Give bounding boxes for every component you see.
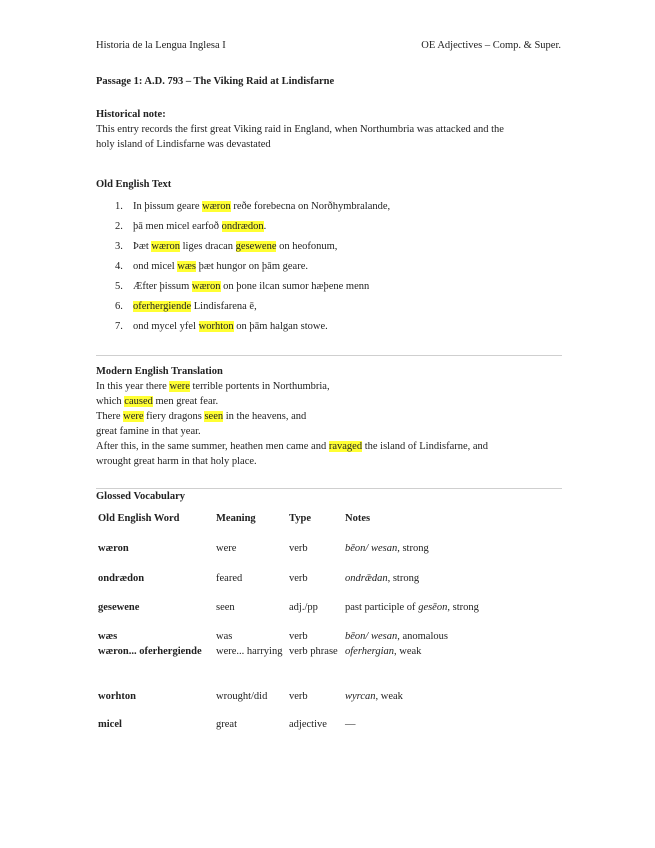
oe-line: 6. oferhergiende Lindisfarena ē, xyxy=(115,299,390,319)
oe-line: 4. ond micel wæs þæt hungor on þām geare. xyxy=(115,259,390,279)
highlight: wæs xyxy=(177,261,197,272)
col-header: Old English Word xyxy=(98,513,180,524)
passage-title: Passage 1: A.D. 793 – The Viking Raid at Lindisfarne xyxy=(96,76,335,87)
historical-note-heading: Historical note: xyxy=(96,109,166,120)
line-number: 5. xyxy=(115,281,123,292)
line-number: 4. xyxy=(115,261,123,272)
historical-note xyxy=(96,107,556,152)
line-number: 2. xyxy=(115,221,123,232)
table-row: wæron were verb bēon/ wesan, strong xyxy=(98,543,429,554)
header-course-title: Historia de la Lengua Inglesa I xyxy=(96,40,226,51)
highlight: oferhergiende xyxy=(133,301,192,312)
line-number: 3. xyxy=(115,241,123,252)
oe-line: 5. Æfter þissum wæron on þone ilcan sumor hæþene menn xyxy=(115,279,390,299)
line-number: 6. xyxy=(115,301,123,312)
line-number: 1. xyxy=(115,201,123,212)
highlight: worhton xyxy=(198,321,234,332)
highlight: gesewene xyxy=(235,241,277,252)
table-row: wæs was verb bēon/ wesan, anomalous xyxy=(98,631,448,642)
highlight: ondrædon xyxy=(221,221,264,232)
line-number: 7. xyxy=(115,321,123,332)
vocab-heading: Glossed Vocabulary xyxy=(96,491,185,502)
translation xyxy=(96,364,556,469)
table-row: micel great adjective — xyxy=(98,719,356,730)
highlight: wæron xyxy=(191,281,221,292)
translation-line: wrought great harm in that holy place. xyxy=(96,456,257,467)
highlight: wæron xyxy=(151,241,180,252)
oe-text-list xyxy=(115,199,390,339)
translation-line: which caused men great fear. xyxy=(96,396,219,407)
translation-line: great famine in that year. xyxy=(96,426,201,437)
oe-text-heading: Old English Text xyxy=(96,179,172,190)
translation-line: There were fiery dragons seen in the heavens, and xyxy=(96,411,307,422)
col-header: Notes xyxy=(345,513,371,524)
table-row: worhton wrought/did verb wyrcan, weak xyxy=(98,691,403,702)
highlight: wæron xyxy=(202,201,231,212)
table-row: gesewene seen adj./pp past participle of gesēon, strong xyxy=(98,602,479,613)
col-header: Meaning xyxy=(216,513,256,524)
section-divider xyxy=(96,355,562,356)
translation-line: In this year there were terrible portents in Northumbria, xyxy=(96,381,330,392)
table-row: ondrædon feared verb ondrǣdan, strong xyxy=(98,573,420,584)
header-topic: OE Adjectives – Comp. & Super. xyxy=(421,40,561,51)
oe-line: 7. ond mycel yfel worhton on þām halgan stowe. xyxy=(115,319,390,339)
oe-line: 2. þā men micel earfoð ondrædon. xyxy=(115,219,390,239)
historical-note-line: This entry records the first great Viking raid in England, when Northumbria was attacked and the xyxy=(96,124,504,135)
table-row: wæron... oferhergiende were... harrying verb phrase oferhergian, weak xyxy=(98,646,422,657)
oe-line: 1. In þissum geare wæron reðe forebecna on Norðhymbralande, xyxy=(115,199,390,219)
col-header: Type xyxy=(289,513,311,524)
historical-note-line: holy island of Lindisfarne was devastated xyxy=(96,139,271,150)
translation-heading: Modern English Translation xyxy=(96,366,223,377)
translation-line: After this, in the same summer, heathen men came and ravaged the island of Lindisfarne, and xyxy=(96,441,489,452)
oe-line: 3. Þæt wæron liges dracan gesewene on heofonum, xyxy=(115,239,390,259)
